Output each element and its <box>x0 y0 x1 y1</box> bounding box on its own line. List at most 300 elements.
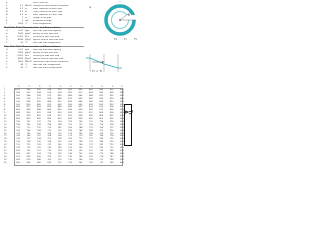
table-header-cell: T₃ <box>49 86 52 88</box>
table-cell: 804 <box>99 115 104 118</box>
description-cell: Inner Diameter of Inner Tube <box>33 8 62 10</box>
table-cell: 860 <box>88 89 93 91</box>
table-cell: 832 <box>36 112 41 115</box>
row-index-cell: 11 <box>4 118 7 120</box>
value-cell[interactable]: 1000 <box>17 52 23 54</box>
table-cell: 765 <box>47 132 52 135</box>
table-cell: 872 <box>57 100 62 103</box>
table-cell: 832 <box>99 94 104 97</box>
table-cell: 960 <box>36 89 41 91</box>
table-cell: 800 <box>109 118 114 120</box>
table-cell: 812 <box>109 100 114 103</box>
table-cell: 800 <box>26 118 31 120</box>
table-cell: 870 <box>47 103 52 106</box>
table-cell: 806 <box>109 109 114 112</box>
table-cell: 856 <box>78 97 83 100</box>
unit-cell: m <box>25 8 27 10</box>
value-cell[interactable]: 0.01 <box>18 49 23 51</box>
table-cell: 776 <box>88 141 93 144</box>
table-cell: 800 <box>88 118 93 120</box>
symbol-cell: Q <box>6 49 8 51</box>
table-header-cell: T₅ <box>69 86 72 88</box>
section-title: Tube Side Fluid Characteristics and Nomenclature <box>4 46 61 48</box>
table-cell: 776 <box>78 135 83 138</box>
row-index-cell: 3 <box>4 94 6 97</box>
table-cell: 880 <box>78 89 83 91</box>
value-cell[interactable]: 0.01 <box>18 30 23 32</box>
description-cell: Outer Diameter of Inner Tube <box>33 11 63 13</box>
table-cell: 792 <box>36 120 41 123</box>
table-cell: 791 <box>88 126 93 129</box>
value-cell[interactable]: 1 <box>21 17 23 19</box>
symbol-cell: Tₒ <box>6 67 9 69</box>
table-cell: 787 <box>109 155 114 158</box>
figure-label-t1: T₁ <box>124 37 128 41</box>
table-cell: 816 <box>78 112 83 115</box>
table-cell: 782 <box>26 123 31 126</box>
table-cell: 960 <box>16 94 20 97</box>
table-cell: 836 <box>99 91 104 94</box>
table-cell: 701 <box>26 149 31 152</box>
unit-cell: rad <box>25 20 29 22</box>
table-cell: 926 <box>26 97 31 100</box>
table-cell: 793 <box>47 120 52 123</box>
table-cell: 730 <box>47 147 52 149</box>
table-cell: 800 <box>47 118 52 120</box>
table-cell: 842 <box>88 97 93 100</box>
symbol-cell: Cₚ <box>6 39 9 41</box>
table-cell: 730 <box>68 158 72 161</box>
table-cell: 758 <box>47 135 52 138</box>
table-cell: 785 <box>109 161 114 164</box>
table-cell: 791 <box>26 120 31 123</box>
table-cell: 765 <box>68 138 72 141</box>
table-cell: 772 <box>78 138 83 141</box>
table-cell: 860 <box>68 100 72 103</box>
table-cell: 751 <box>47 138 52 141</box>
description-cell: specific heat of tube side fluid <box>33 58 64 60</box>
figure-label-t2: T₂ <box>134 37 138 41</box>
value-cell[interactable]: 0 <box>21 20 23 22</box>
table-cell: 680 <box>36 161 41 164</box>
table-cell: 800 <box>120 103 124 106</box>
symbol-cell: ρ <box>6 33 8 35</box>
table-cell: 864 <box>36 106 41 109</box>
table-cell: 796 <box>99 123 104 126</box>
table-cell: 794 <box>99 126 104 129</box>
table-cell: 710 <box>26 147 31 149</box>
table-header-cell: T₆ <box>80 86 83 88</box>
unit-cell: kg/s <box>25 49 30 51</box>
table-cell: 748 <box>78 155 83 158</box>
table-cell: 980 <box>16 91 20 94</box>
table-cell: 770 <box>68 135 72 138</box>
unit-cell: °C <box>25 42 28 44</box>
table-cell: 755 <box>88 161 93 164</box>
spreadsheet-page <box>0 0 149 198</box>
table-cell: 800 <box>120 132 124 135</box>
value-cell[interactable]: 1000 <box>17 33 23 35</box>
row-index-cell: 10 <box>4 115 7 118</box>
table-cell: 828 <box>99 97 104 100</box>
symbol-cell: T <box>6 23 8 25</box>
table-cell: 782 <box>99 144 104 147</box>
table-cell: 650 <box>16 161 20 164</box>
table-cell: 896 <box>57 94 62 97</box>
row-index-cell: 1 <box>4 89 6 91</box>
figure-label-t0: T₀ <box>114 37 118 41</box>
symbol-cell: Tᵢ <box>6 42 8 44</box>
table-cell: 790 <box>16 120 20 123</box>
value-cell[interactable]: 4180 <box>17 39 23 41</box>
unit-cell: Pa·s <box>25 55 30 57</box>
table-cell: 880 <box>16 106 20 109</box>
table-cell: 800 <box>120 158 124 161</box>
table-cell: 674 <box>26 158 31 161</box>
table-cell: 800 <box>36 118 41 120</box>
table-cell: 764 <box>57 135 62 138</box>
table-cell: 772 <box>99 158 104 161</box>
table-cell: 799 <box>109 120 114 123</box>
table-cell: 794 <box>109 135 114 138</box>
row-index-cell: 26 <box>4 161 7 164</box>
table-cell: 755 <box>26 132 31 135</box>
table-cell: 670 <box>16 155 20 158</box>
table-cell: 788 <box>109 152 114 155</box>
table-cell: 716 <box>57 158 62 161</box>
symbol-cell: R₁ <box>6 11 9 13</box>
description-cell: tube side outlet temperature <box>33 67 62 69</box>
table-cell: 776 <box>57 129 62 132</box>
table-cell: 734 <box>57 149 62 152</box>
table-cell: 773 <box>26 126 31 129</box>
table-cell: 720 <box>36 147 41 149</box>
table-cell: 786 <box>109 158 114 161</box>
row-index-cell: 16 <box>4 132 7 135</box>
table-cell: 848 <box>88 94 93 97</box>
pipe-cross-section-figure <box>84 2 142 45</box>
table-cell: 776 <box>36 126 41 129</box>
table-cell: 776 <box>99 152 104 155</box>
table-cell: 780 <box>16 123 20 126</box>
table-cell: 800 <box>120 138 124 141</box>
table-cell: 816 <box>109 94 114 97</box>
table-cell: 808 <box>99 112 104 115</box>
row-index-cell: 14 <box>4 126 7 129</box>
table-cell: 785 <box>68 126 72 129</box>
table-cell: 872 <box>26 106 31 109</box>
table-cell: 808 <box>109 106 114 109</box>
table-cell: 940 <box>47 89 52 91</box>
table-cell: 735 <box>68 155 72 158</box>
row-index-cell: 22 <box>4 149 7 152</box>
symbol-cell: h <box>6 61 8 63</box>
value-cell[interactable]: 0.1 <box>19 8 23 10</box>
description-cell: viscosity of shell side fluid <box>33 36 60 38</box>
table-cell: 784 <box>36 123 41 126</box>
description-cell: specific heat of shell side fluid <box>33 39 64 41</box>
value-cell[interactable]: 1500 <box>17 61 23 63</box>
value-cell[interactable]: 0.2 <box>19 14 23 16</box>
description-cell: shell side fluid flow capacity <box>33 30 62 32</box>
table-cell: 700 <box>16 147 20 149</box>
table-cell: 728 <box>57 152 62 155</box>
value-cell[interactable]: 0.7 <box>19 5 23 7</box>
table-cell: 890 <box>26 103 31 106</box>
table-cell: 764 <box>26 129 31 132</box>
table-cell: 692 <box>26 152 31 155</box>
table-cell: 824 <box>88 106 93 109</box>
table-cell: 864 <box>78 94 83 97</box>
unit-cell: m <box>25 14 27 16</box>
symbol-cell: L <box>6 17 8 19</box>
table-cell: 848 <box>36 109 41 112</box>
description-cell: tube side fluid flow capacity <box>33 49 62 51</box>
table-cell: 730 <box>16 138 20 141</box>
table-header-cell: T₁₀ <box>121 86 124 88</box>
table-cell: 814 <box>47 115 52 118</box>
table-cell: 808 <box>78 115 83 118</box>
symbol-cell: θ <box>6 20 8 22</box>
table-cell: 812 <box>88 112 93 115</box>
table-cell: 800 <box>120 152 124 155</box>
value-cell[interactable]: 0.2 <box>19 11 23 13</box>
table-cell: 812 <box>99 109 104 112</box>
table-cell: 828 <box>47 112 52 115</box>
value-cell[interactable]: 0.001 <box>17 55 23 57</box>
table-cell: 840 <box>78 103 83 106</box>
table-cell: 710 <box>16 144 20 147</box>
unit-cell: kg/s <box>25 30 30 32</box>
table-cell: 824 <box>99 100 104 103</box>
table-cell: 884 <box>57 97 62 100</box>
table-cell: 836 <box>26 112 31 115</box>
row-index-cell: 2 <box>4 91 6 94</box>
table-cell: 716 <box>47 152 52 155</box>
table-cell: 800 <box>78 118 83 120</box>
table-cell: 920 <box>16 100 20 103</box>
table-cell: 710 <box>57 161 62 164</box>
table-cell: 746 <box>26 135 31 138</box>
table-cell: 840 <box>99 89 104 91</box>
table-cell: 800 <box>16 118 20 120</box>
unit-cell: °C <box>25 23 28 25</box>
pipe-ring-diagram <box>84 2 142 45</box>
table-cell: 980 <box>26 89 31 91</box>
table-cell: 848 <box>57 106 62 109</box>
table-cell: 722 <box>57 155 62 158</box>
row-index-cell: 23 <box>4 152 7 155</box>
description-cell: convective heat transfer coefficient <box>33 61 69 63</box>
table-cell: 785 <box>88 132 93 135</box>
symbol-cell: μ <box>6 55 8 57</box>
table-cell: 780 <box>68 129 72 132</box>
table-cell: 720 <box>16 141 20 144</box>
heat-arrow-head <box>102 61 104 63</box>
table-cell: 900 <box>68 89 72 91</box>
table-cell: 800 <box>99 118 104 120</box>
table-cell: 800 <box>120 126 124 129</box>
table-cell: 690 <box>16 149 20 152</box>
table-cell: 768 <box>78 141 83 144</box>
table-cell: 790 <box>109 147 114 149</box>
table-cell: 793 <box>109 138 114 141</box>
value-cell[interactable]: 20 <box>20 42 23 44</box>
table-cell: 774 <box>99 155 104 158</box>
table-cell: 802 <box>109 115 114 118</box>
unit-cell: J/kg·K <box>25 39 31 41</box>
table-cell: 784 <box>99 141 104 144</box>
description-cell: density of shell side fluid <box>33 33 58 35</box>
table-cell: 696 <box>36 155 41 158</box>
table-cell: 880 <box>68 94 72 97</box>
table-cell: 797 <box>109 126 114 129</box>
table-cell: 800 <box>120 106 124 109</box>
unit-cell: Pa·s <box>25 36 30 38</box>
table-cell: 772 <box>47 129 52 132</box>
table-cell: 764 <box>88 152 93 155</box>
table-cell: 760 <box>16 129 20 132</box>
table-cell: 810 <box>68 115 72 118</box>
table-cell: 786 <box>47 123 52 126</box>
unit-cell: W/m²K <box>25 61 32 63</box>
table-header-cell: T₉ <box>111 86 114 88</box>
table-cell: 798 <box>109 123 114 126</box>
table-cell: 880 <box>36 103 41 106</box>
table-cell: 775 <box>68 132 72 135</box>
row-index-cell: 13 <box>4 123 7 126</box>
table-cell: 800 <box>120 109 124 112</box>
center-dot <box>119 19 121 21</box>
table-cell: 926 <box>47 91 52 94</box>
table-cell: 788 <box>99 135 104 138</box>
table-cell: 842 <box>47 109 52 112</box>
table-cell: 798 <box>99 120 104 123</box>
table-cell: 794 <box>57 120 62 123</box>
table-header-cell: T₇ <box>90 86 93 88</box>
table-cell: 900 <box>16 103 20 106</box>
table-cell: 788 <box>78 126 83 129</box>
table-cell: 898 <box>47 97 52 100</box>
table-cell: 704 <box>36 152 41 155</box>
table-cell: 683 <box>26 155 31 158</box>
description-cell: Length of the pipe <box>33 17 52 19</box>
table-cell: 782 <box>88 135 93 138</box>
value-cell[interactable]: 0.001 <box>17 36 23 38</box>
symbol-cell: Tᵢ <box>6 64 8 66</box>
table-cell: 800 <box>120 135 124 138</box>
table-header-cell: T₄ <box>59 86 62 88</box>
figure-label-theta: θ <box>128 13 130 17</box>
table-cell: 908 <box>57 91 62 94</box>
table-cell: 800 <box>57 118 62 120</box>
table-cell: 944 <box>36 91 41 94</box>
table-cell: 760 <box>36 132 41 135</box>
table-cell: 908 <box>26 100 31 103</box>
unit-cell: °C <box>25 64 28 66</box>
table-cell: 800 <box>120 120 124 123</box>
symbol-cell: k <box>6 5 8 7</box>
table-cell: 854 <box>26 109 31 112</box>
table-cell: 788 <box>88 129 93 132</box>
table-cell: 848 <box>78 100 83 103</box>
description-cell: Inner Diameter of Outer Tube <box>33 14 63 16</box>
table-cell: 840 <box>16 112 20 115</box>
table-cell: 770 <box>57 132 62 135</box>
table-cell: 665 <box>26 161 31 164</box>
table-cell: 820 <box>68 112 72 115</box>
table-cell: 944 <box>26 94 31 97</box>
table-cell: 790 <box>68 123 72 126</box>
table-cell: 770 <box>16 126 20 129</box>
value-cell[interactable]: 25 <box>20 67 23 69</box>
description-cell: shell side inlet temperature <box>33 42 61 44</box>
table-cell: 792 <box>109 141 114 144</box>
table-cell: 912 <box>36 97 41 100</box>
table-cell: 725 <box>68 161 72 164</box>
table-cell: 767 <box>88 149 93 152</box>
table-cell: 800 <box>120 100 124 103</box>
table-cell: 812 <box>57 115 62 118</box>
unit-cell: kg/m³ <box>25 52 31 54</box>
table-cell: 660 <box>16 158 20 161</box>
table-cell: 702 <box>47 158 52 161</box>
table-header-cell: T₈ <box>101 86 104 88</box>
table-cell: 779 <box>88 138 93 141</box>
table-cell: 780 <box>78 132 83 135</box>
table-cell: 800 <box>120 91 124 94</box>
table-cell: 746 <box>57 144 62 147</box>
table-cell: 800 <box>120 118 124 120</box>
table-header-cell: T₂ <box>38 86 41 88</box>
table-cell: 760 <box>78 147 83 149</box>
row-index-cell: 4 <box>4 97 6 100</box>
table-cell: 836 <box>88 100 93 103</box>
table-cell: 912 <box>47 94 52 97</box>
table-cell: 830 <box>88 103 93 106</box>
value-cell[interactable]: 80 <box>20 64 23 66</box>
table-cell: 728 <box>26 141 31 144</box>
value-cell[interactable]: 4180 <box>17 58 23 60</box>
table-cell: 780 <box>99 147 104 149</box>
table-cell: 792 <box>99 129 104 132</box>
table-cell: 719 <box>26 144 31 147</box>
value-cell[interactable]: 1000 <box>17 23 23 25</box>
table-cell: 884 <box>47 100 52 103</box>
table-cell: 800 <box>120 155 124 158</box>
table-cell: 792 <box>78 123 83 126</box>
table-cell: 796 <box>78 120 83 123</box>
description-cell: heat / time (W) <box>33 2 49 4</box>
table-cell: 896 <box>36 100 41 103</box>
table-cell: 794 <box>88 123 93 126</box>
symbol-cell: q <box>6 2 8 4</box>
unit-cell: m <box>25 17 27 19</box>
table-cell: 800 <box>120 149 124 152</box>
table-cell: 756 <box>78 149 83 152</box>
table-cell: 840 <box>68 106 72 109</box>
table-cell: 744 <box>47 141 52 144</box>
table-cell: 800 <box>120 129 124 132</box>
section-title: Shell Side Fluid Characteristics and Nomenclature <box>4 27 61 29</box>
row-index-cell: 18 <box>4 138 7 141</box>
table-cell: 820 <box>109 89 114 91</box>
table-cell: 761 <box>88 155 93 158</box>
table-cell: 760 <box>68 141 72 144</box>
table-cell: 770 <box>99 161 104 164</box>
table-header-cell: i <box>4 86 5 88</box>
table-cell: 920 <box>57 89 62 91</box>
